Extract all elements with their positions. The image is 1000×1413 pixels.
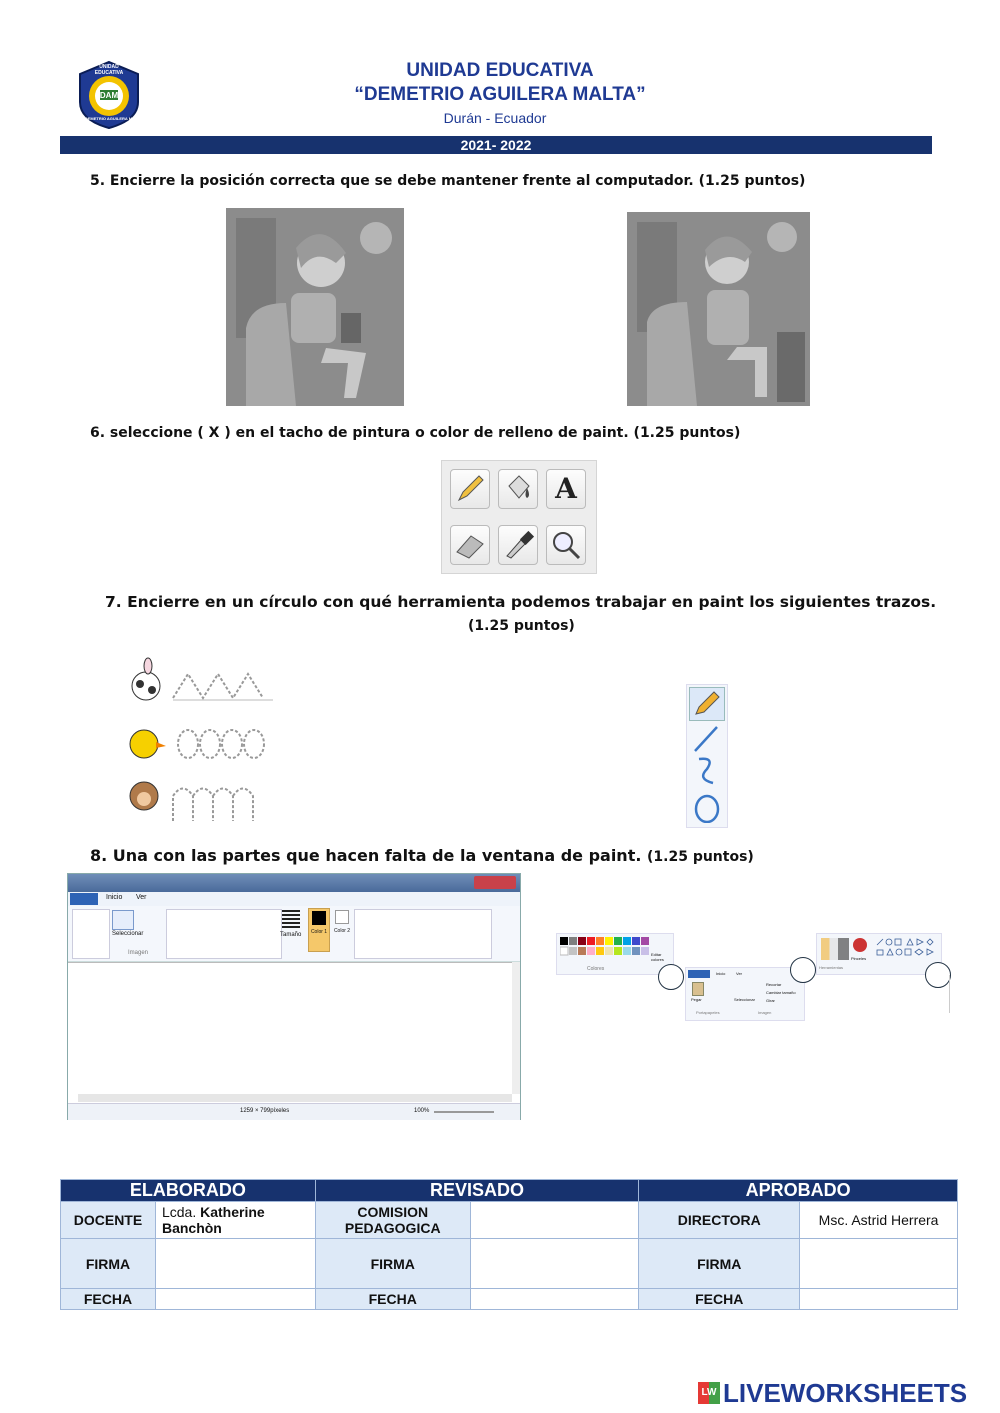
frag-crop[interactable]: Recortar [766,982,782,987]
ribbon-tabs [68,892,520,906]
color1-box [312,911,326,925]
fill-bucket-tool[interactable] [498,469,538,509]
label-docente: DOCENTE [61,1202,156,1239]
magnifier-tool[interactable] [546,525,586,565]
fill-bucket-icon [499,470,537,508]
question-5: 5. Encierre la posición correcta que se debe mantener frente al computador. (1.25 puntos) [90,173,806,189]
status-bar [68,1103,520,1120]
label-firma-1: FIRMA [61,1239,156,1289]
school-year-band: 2021- 2022 [60,136,932,154]
match-circle-3[interactable] [925,962,951,988]
frag-rotate[interactable]: Girar [766,998,775,1003]
vertical-scrollbar[interactable] [512,962,520,1094]
text-icon: A [555,472,577,505]
stroke-tools-strip [686,684,728,828]
logo-text-top: UNIDAD EDUCATIVA [94,64,124,76]
frag-paste-icon[interactable] [692,982,704,996]
school-location: Durán - Ecuador [443,110,547,126]
color2-box [335,910,349,924]
frag-clipboard-label: Portapapeles [696,1010,720,1015]
frag-brush-icon[interactable] [853,938,867,952]
question-8 [90,846,754,865]
fecha-cell-2[interactable] [470,1289,639,1310]
pencil-icon [690,688,724,720]
liveworksheets-logo[interactable]: LIVEWORKSHEETS [723,1378,968,1408]
label-directora: DIRECTORA [639,1202,800,1239]
frag-tool-icons[interactable] [821,938,849,960]
tab-home[interactable]: Inicio [106,894,123,901]
palette-swatches[interactable] [560,937,660,965]
firma-cell-1[interactable] [155,1239,315,1289]
empty-ribbon-slot-3 [354,909,492,959]
pencil-stroke-tool[interactable] [689,687,725,721]
color-picker-tool[interactable] [498,525,538,565]
frag-file-button[interactable] [688,970,710,978]
paint-window [67,873,521,1120]
docente-prefix: Lcda. [161,1204,201,1220]
status-zoom: 100% [414,1108,430,1114]
title-bar [68,874,520,892]
frag-tools-label: Herramientas [819,965,844,970]
horizontal-scrollbar[interactable] [78,1094,512,1102]
magnifier-icon [547,526,585,564]
logo-text-mid: DAM [99,91,119,100]
docente-name: Katherine Banchòn [161,1204,265,1236]
edit-colors-label[interactable]: Editar colores [651,952,664,962]
label-comision: COMISION PEDAGOGICA [315,1202,470,1239]
fecha-cell-1[interactable] [155,1289,315,1310]
directora-name: Msc. Astrid Herrera [800,1202,958,1239]
match-circle-2[interactable] [790,957,816,983]
fragment-colors [556,933,674,975]
posture-image-correct[interactable] [627,212,810,406]
label-fecha-3: FECHA [639,1289,800,1310]
color2-label: Color 2 [333,928,351,934]
eyedropper-icon [499,526,537,564]
empty-ribbon-slot-2 [166,909,282,959]
size-tool[interactable] [282,910,300,928]
color1-swatch[interactable] [308,908,330,952]
firma-cell-2[interactable] [470,1239,639,1289]
eraser-icon [451,526,489,564]
size-label: Tamaño [280,932,302,938]
status-size: 1259 × 799píxeles [240,1108,290,1114]
frag-home-tab[interactable]: Inicio [716,971,726,976]
label-firma-2: FIRMA [315,1239,470,1289]
text-tool[interactable] [546,469,586,509]
fecha-cell-3[interactable] [800,1289,958,1310]
frag-brushes-label: Pinceles [851,956,867,961]
frag-image-label: Imagen [758,1010,772,1015]
pencil-icon [451,470,489,508]
question-8-text: 8. Una con las partes que hacen falta de la ventana de paint. [90,846,642,865]
fragment-home-ribbon [685,967,805,1021]
header-revisado: REVISADO [315,1180,639,1202]
label-fecha-1: FECHA [61,1289,156,1310]
pencil-tool[interactable] [450,469,490,509]
header-elaborado: ELABORADO [61,1180,316,1202]
school-name-line1: UNIDAD EDUCATIVA [406,60,594,81]
select-label: Seleccionar [112,931,144,937]
match-circle-1[interactable] [658,964,684,990]
fragment-right-edge [949,975,950,1013]
canvas-area[interactable] [68,962,512,1095]
window-controls[interactable] [474,876,516,889]
images-group-label: Imagen [128,950,149,956]
frag-resize[interactable]: Cambiar tamaño [766,990,796,995]
question-8-points: (1.25 puntos) [647,849,754,865]
liveworksheets-badge [698,1382,720,1404]
empty-ribbon-slot-1 [72,909,110,959]
ribbon [68,906,520,962]
logo-text-bottom: DEMETRIO AGUILERA M. [84,116,134,121]
color1-label: Color 1 [310,929,328,935]
comision-name-cell[interactable] [470,1202,639,1239]
colors-group-label: Colores [587,966,605,972]
badge-text: LW [701,1387,717,1398]
header-aprobado: APROBADO [639,1180,958,1202]
file-menu-button[interactable] [70,893,98,905]
frag-shapes-gallery[interactable] [875,937,937,967]
question-7-points: (1.25 puntos) [468,618,575,634]
docente-name-cell [155,1202,315,1239]
paint-tools-panel [441,460,597,574]
select-tool[interactable] [112,910,134,930]
zoom-slider[interactable] [434,1111,494,1113]
frag-select-label: Seleccionar [734,997,755,1002]
frag-view-tab[interactable]: Ver [736,971,743,976]
question-6: 6. seleccione ( X ) en el tacho de pintura o color de relleno de paint. (1.25 puntos) [90,425,741,441]
approval-table [60,1179,958,1310]
school-name-line2: “DEMETRIO AGUILERA MALTA” [354,84,646,105]
label-fecha-2: FECHA [315,1289,470,1310]
frag-paste-label: Pegar [691,997,702,1002]
label-firma-3: FIRMA [639,1239,800,1289]
question-7: 7. Encierre en un círculo con qué herramienta podemos trabajar en paint los siguientes trazos. [105,593,937,611]
fragment-tools-shapes [816,933,942,975]
eraser-tool[interactable] [450,525,490,565]
shape-strokes-icons[interactable] [689,723,723,823]
strokes-exercise-image [118,656,276,826]
color2-swatch[interactable] [332,908,352,950]
tab-view[interactable]: Ver [136,894,147,901]
firma-cell-3[interactable] [800,1239,958,1289]
posture-image-incorrect[interactable] [226,208,404,406]
